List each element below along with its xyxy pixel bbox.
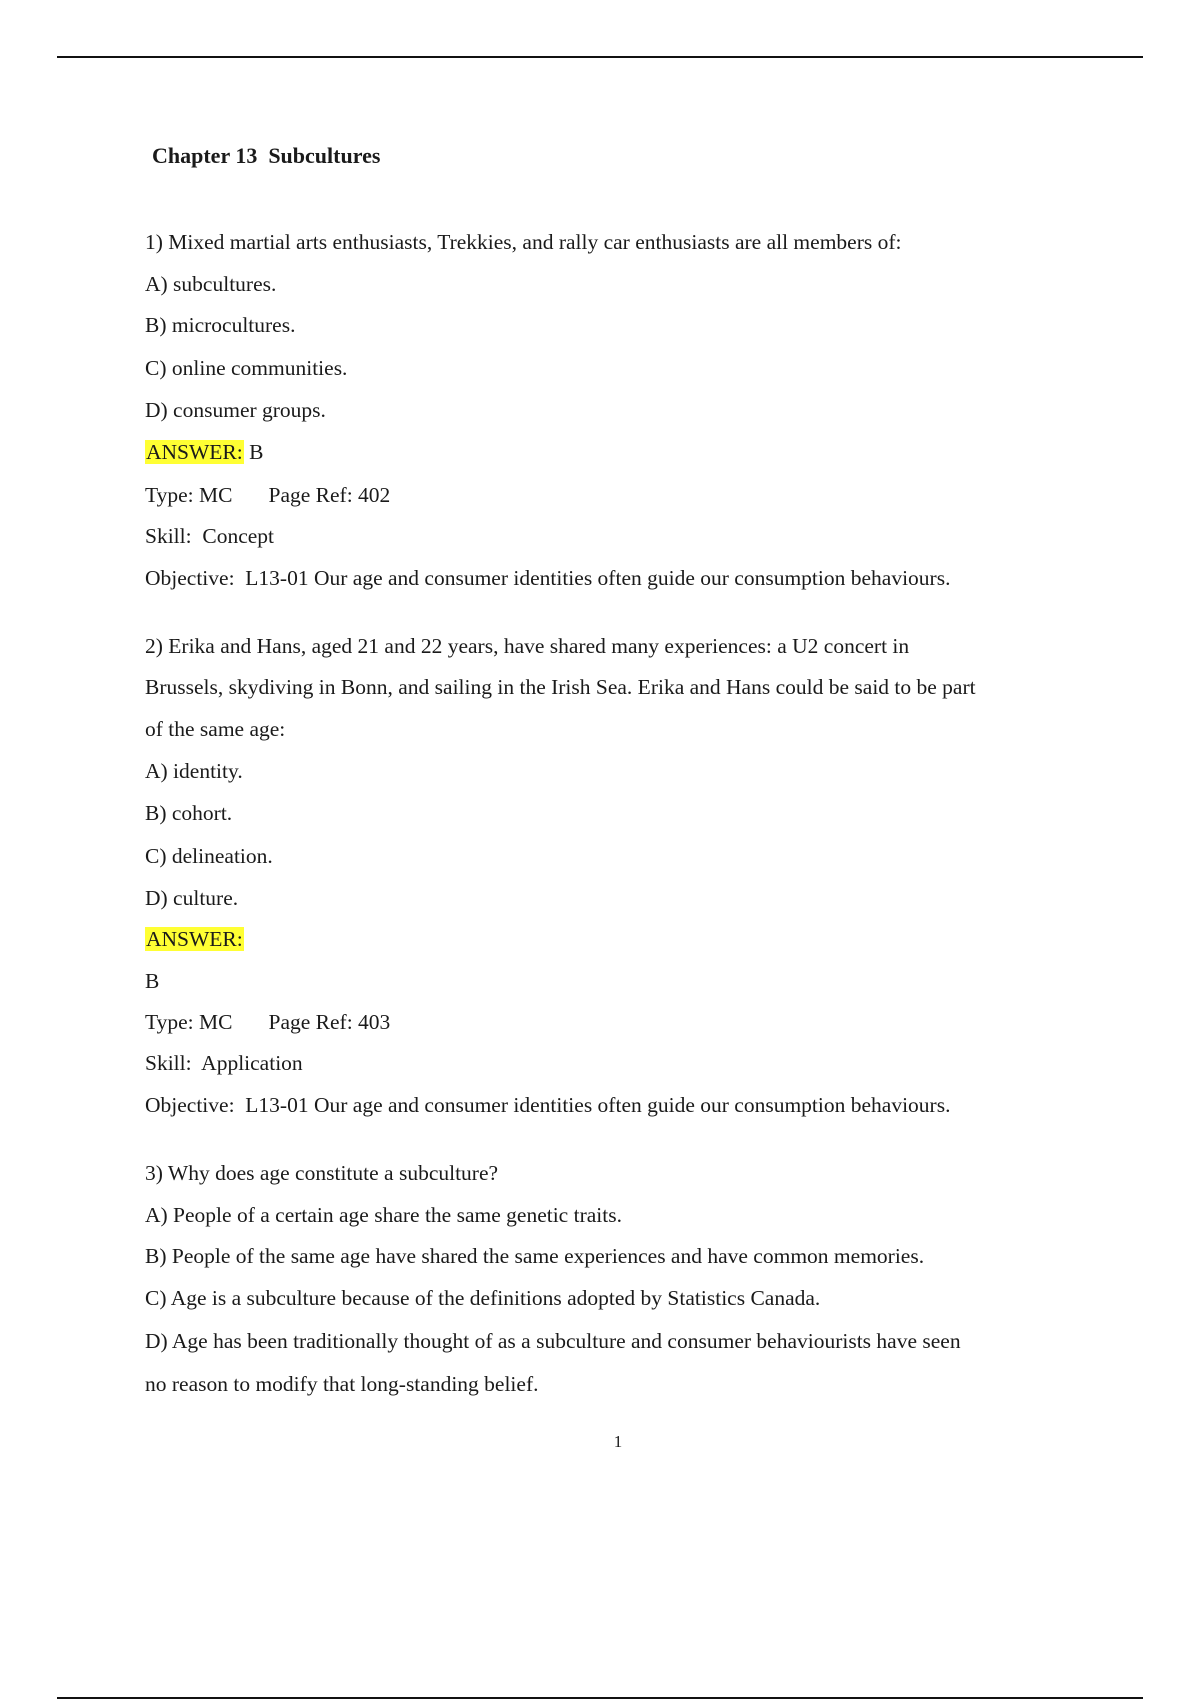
question-3-option-d: D) Age has been traditionally thought of as a subculture and consumer behaviourists have seen: [145, 1329, 961, 1353]
question-2-answer-label-line: [145, 926, 244, 952]
question-3-option-d-continued: no reason to modify that long-standing belief.: [145, 1372, 539, 1396]
question-1-option-b: B) microcultures.: [145, 313, 296, 337]
question-2-type-line: [145, 1009, 390, 1035]
chapter-title: Chapter 13 Subcultures: [152, 143, 381, 168]
question-2-option-b: B) cohort.: [145, 801, 233, 825]
question-3-option-a: A) People of a certain age share the same genetic traits.: [145, 1203, 622, 1227]
question-2-stem-line-1: 2) Erika and Hans, aged 21 and 22 years, have shared many experiences: a U2 concert in: [145, 634, 910, 658]
question-2-option-a: A) identity.: [145, 759, 243, 783]
answer-value: B: [249, 440, 264, 464]
question-1-option-c: C) online communities.: [145, 356, 348, 380]
question-2-objective: Objective: L13-01 Our age and consumer identities often guide our consumption behaviours.: [145, 1093, 951, 1117]
question-1-objective: Objective: L13-01 Our age and consumer identities often guide our consumption behaviours.: [145, 566, 951, 590]
page-ref: Page Ref: 402: [268, 483, 391, 507]
question-3-stem: 3) Why does age constitute a subculture?: [145, 1161, 499, 1185]
question-1-skill: Skill: Concept: [145, 524, 274, 548]
bottom-rule: [57, 1697, 1143, 1699]
question-1-type-line: [145, 482, 390, 508]
question-1-option-a: A) subcultures.: [145, 272, 277, 296]
question-2-stem-line-3: of the same age:: [145, 717, 286, 741]
question-type: Type: MC: [145, 483, 233, 507]
question-1-stem: 1) Mixed martial arts enthusiasts, Trekkies, and rally car enthusiasts are all members of:: [145, 230, 902, 254]
question-3-option-c: C) Age is a subculture because of the definitions adopted by Statistics Canada.: [145, 1286, 821, 1310]
page-ref: Page Ref: 403: [268, 1010, 391, 1034]
question-type: Type: MC: [145, 1010, 233, 1034]
question-1-option-d: D) consumer groups.: [145, 398, 326, 422]
page-number: 1: [613, 1432, 623, 1451]
question-2-option-d: D) culture.: [145, 886, 239, 910]
answer-label: ANSWER:: [146, 927, 243, 951]
top-rule: [57, 56, 1143, 58]
question-2-answer-value: B: [145, 969, 160, 993]
question-2-stem-line-2: Brussels, skydiving in Bonn, and sailing in the Irish Sea. Erika and Hans could be said to be part: [145, 675, 976, 699]
question-2-option-c: C) delineation.: [145, 844, 273, 868]
answer-label: ANSWER:: [146, 440, 243, 464]
question-3-option-b: B) People of the same age have shared the same experiences and have common memories.: [145, 1244, 925, 1268]
question-2-skill: Skill: Application: [145, 1051, 303, 1075]
question-1-answer: [145, 439, 263, 465]
